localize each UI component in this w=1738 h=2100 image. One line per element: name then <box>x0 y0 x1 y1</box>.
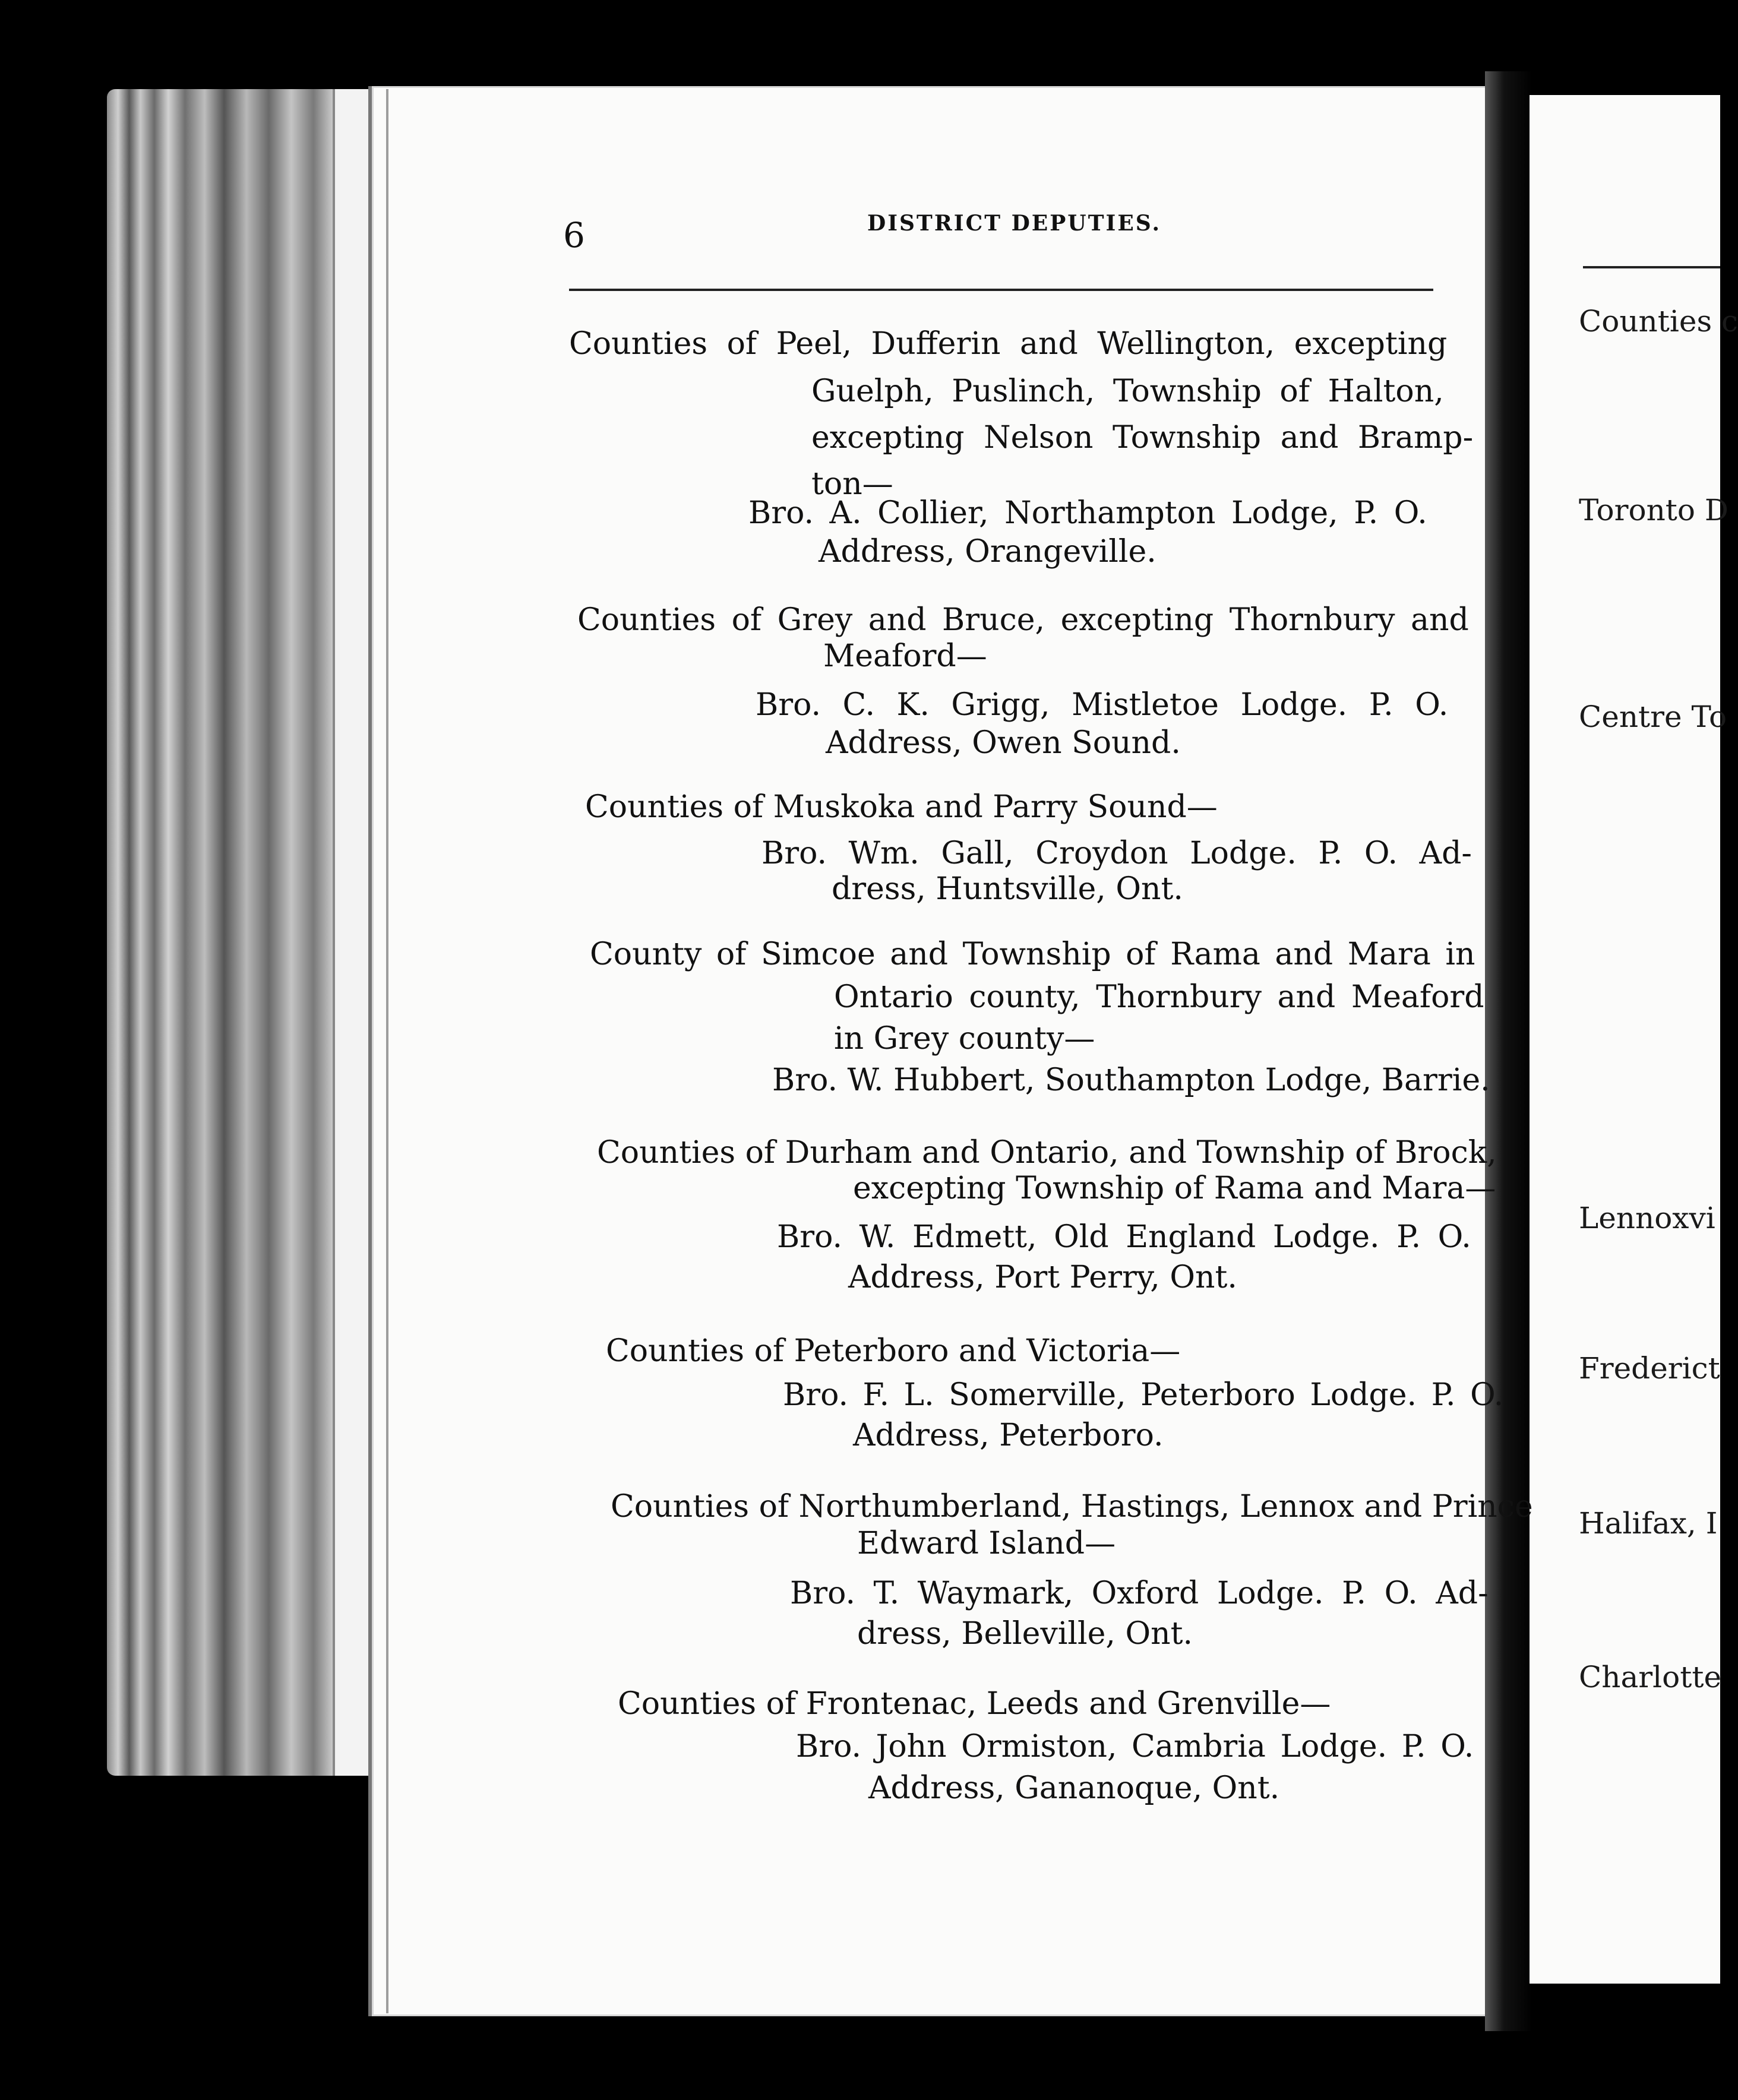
facing-page-fragment: Centre To <box>1579 700 1727 734</box>
deputy-line: Bro. C. K. Grigg, Mistletoe Lodge. P. O. <box>756 687 1449 723</box>
deputy-line: Address, Peterboro. <box>853 1418 1164 1453</box>
district-line: Edward Island— <box>857 1526 1116 1561</box>
deputy-line: Bro. F. L. Somerville, Peterboro Lodge. P. O. <box>783 1377 1504 1413</box>
district-line: Counties of Northumberland, Hastings, Lennox and Prince <box>611 1489 1533 1525</box>
running-head: DISTRICT DEPUTIES. <box>867 211 1162 236</box>
book-gutter <box>1485 71 1532 2031</box>
district-line: in Grey county— <box>834 1021 1095 1057</box>
facing-page-fragment: Lennoxvi <box>1579 1201 1715 1235</box>
facing-page-rule <box>1583 266 1720 268</box>
district-line: County of Simcoe and Township of Rama and Mara in <box>590 937 1475 972</box>
district-line: Counties of Peel, Dufferin and Wellington, excepting <box>569 326 1448 362</box>
district-line: Meaford— <box>823 638 987 674</box>
deputy-line: dress, Belleville, Ont. <box>857 1616 1193 1652</box>
facing-page-fragment: Frederict <box>1579 1351 1720 1386</box>
page-number: 6 <box>563 215 585 255</box>
right-page <box>1530 95 1720 1984</box>
district-line: excepting Nelson Township and Bramp- <box>811 420 1474 456</box>
district-line: Ontario county, Thornbury and Meaford <box>834 979 1484 1015</box>
header-rule <box>569 289 1433 291</box>
page-border-line <box>386 89 388 2013</box>
facing-page-fragment: Charlotte <box>1579 1660 1722 1694</box>
deputy-line: Bro. John Ormiston, Cambria Lodge. P. O. <box>796 1729 1474 1764</box>
district-line: Guelph, Puslinch, Township of Halton, <box>811 374 1444 409</box>
deputy-line: Bro. W. Hubbert, Southampton Lodge, Barrie. <box>772 1062 1490 1098</box>
district-line: excepting Township of Rama and Mara— <box>853 1171 1496 1206</box>
district-line: ton— <box>811 466 893 502</box>
district-line: Counties of Muskoka and Parry Sound— <box>585 789 1218 825</box>
district-line: Counties of Peterboro and Victoria— <box>606 1333 1181 1369</box>
deputy-line: Bro. A. Collier, Northampton Lodge, P. O. <box>748 495 1427 531</box>
deputy-line: Address, Gananoque, Ont. <box>868 1770 1280 1806</box>
district-line: Counties of Durham and Ontario, and Township of Brock, <box>597 1135 1497 1171</box>
facing-page-fragment: Counties c <box>1579 304 1738 339</box>
deputy-line: Address, Port Perry, Ont. <box>848 1260 1237 1295</box>
deputy-line: Bro. W. Edmett, Old England Lodge. P. O. <box>777 1219 1471 1255</box>
district-line: Counties of Grey and Bruce, excepting Thornbury and <box>577 602 1469 638</box>
facing-page-fragment: Halifax, I <box>1579 1506 1718 1541</box>
deputy-line: Address, Owen Sound. <box>826 725 1181 761</box>
district-line: Counties of Frontenac, Leeds and Grenville— <box>618 1686 1331 1722</box>
deputy-line: Address, Orangeville. <box>819 534 1156 570</box>
deputy-line: Bro. Wm. Gall, Croydon Lodge. P. O. Ad- <box>761 836 1472 871</box>
facing-page-fragment: Toronto D <box>1579 493 1728 527</box>
deputy-line: Bro. T. Waymark, Oxford Lodge. P. O. Ad- <box>790 1576 1489 1611</box>
deputy-line: dress, Huntsville, Ont. <box>832 871 1183 907</box>
